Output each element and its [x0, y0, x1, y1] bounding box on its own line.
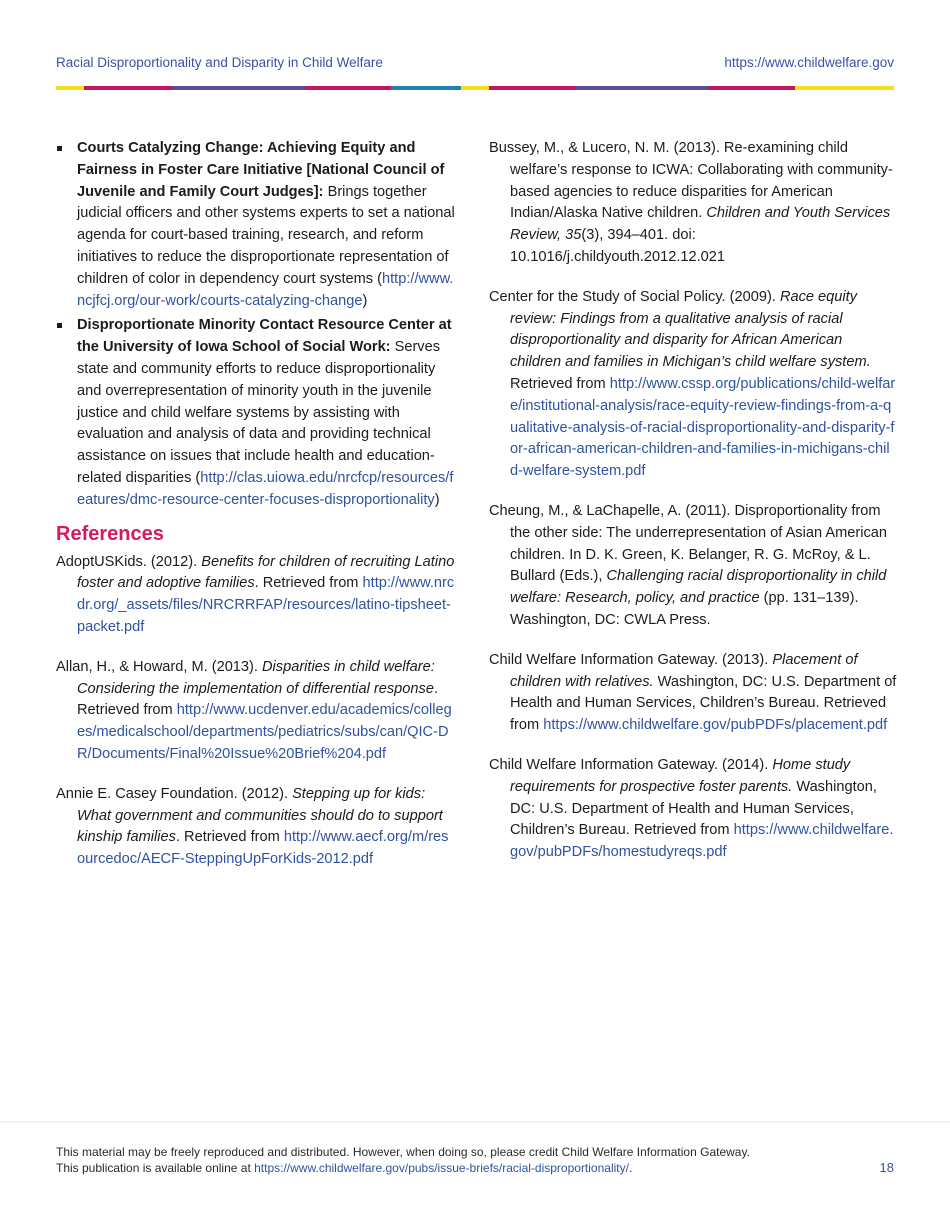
reference-link[interactable]: http://www.ucdenver.edu/academics/colleges/medicalschool/departments/pediatrics/subs/can/QIC-DR/Documents/Final%20Issue%20Brief%204.pdf — [77, 702, 452, 762]
footer-divider — [0, 1121, 950, 1124]
reference-entry: Allan, H., & Howard, M. (2013). Disparities in child welfare: Considering the implementation of differential response. Retrieved from http://www.ucdenver.edu/academics/colleges/medicalschool/departments/pediatrics/subs/can/QIC-DR/Documents/Final%20Issue%20Brief%204.pdf — [56, 658, 452, 762]
stripe-segment — [56, 86, 84, 90]
stripe-segment — [709, 86, 795, 90]
stripe-segment — [84, 86, 171, 90]
reference-entry: Child Welfare Information Gateway. (2013). Placement of children with relatives. Washington, DC: U.S. Department of Health and Human Services, Children’s Bureau. Retrieved from https://www.childwelfare.gov/pubPDFs/placement.pdf — [489, 651, 897, 734]
references-heading: References — [56, 522, 164, 545]
reference-link[interactable]: https://www.childwelfare.gov/pubPDFs/homestudyreqs.pdf — [510, 822, 894, 861]
reference-entry: Annie E. Casey Foundation. (2012). Stepping up for kids: What government and communities should do to support kinship families. Retrieved from http://www.aecf.org/m/resourcedoc/AECF-SteppingUpForKids-2012.pdf — [56, 785, 449, 868]
reference-link[interactable]: http://www.nrcdr.org/_assets/files/NRCRRFAP/resources/latino-tipsheet-packet.pdf — [77, 575, 455, 635]
bullet-square-icon — [57, 323, 62, 328]
header-site-link[interactable]: https://www.childwelfare.gov — [724, 55, 894, 70]
stripe-segment — [305, 86, 391, 90]
resource-list — [56, 138, 456, 512]
page-number: 18 — [879, 1160, 894, 1175]
list-item: Disproportionate Minority Contact Resource Center at the University of Iowa School of Social Work: Serves state and community efforts to reduce disproportionality and overrepresentation of minority youth in the juvenile justice and child welfare systems by assisting with evaluation and analysis of data and providing technical assistance on issues that include health and education-related disparities (http://clas.uiowa.edu/nrcfcp/resources/features/dmc-resource-center-focuses-disproportionality) — [56, 315, 456, 511]
resource-link[interactable]: http://www.ncjfcj.org/our-work/courts-catalyzing-change — [77, 270, 454, 309]
reference-link[interactable]: http://www.aecf.org/m/resourcedoc/AECF-SteppingUpForKids-2012.pdf — [77, 829, 449, 868]
stripe-segment — [575, 86, 709, 90]
resource-link[interactable]: http://clas.uiowa.edu/nrcfcp/resources/features/dmc-resource-center-focuses-disproportionality — [77, 469, 454, 508]
resource-title: Disproportionate Minority Contact Resource Center at the University of Iowa School of Social Work: — [77, 317, 452, 356]
publication-link[interactable]: https://www.childwelfare.gov/pubs/issue-briefs/racial-disproportionality/ — [254, 1161, 629, 1175]
running-header-title: Racial Disproportionality and Disparity in Child Welfare — [56, 55, 383, 70]
reference-entry: Center for the Study of Social Policy. (2009). Race equity review: Findings from a qualitative analysis of racial disproportionality and disparity for African American children and families in Michigan’s child welfare system. Retrieved from http://www.cssp.org/publications/child-welfare/institutional-analysis/race-equity-review-findings-from-a-qualitative-analysis-of-racial-disproportionality-and-disparity-for-african-american-children-and-families-in-michigans-child-welfare-system.pdf — [489, 288, 896, 480]
reference-entry: AdoptUSKids. (2012). Benefits for children of recruiting Latino foster and adoptive families. Retrieved from http://www.nrcdr.org/_assets/files/NRCRRFAP/resources/latino-tipsheet-packet.pdf — [56, 553, 455, 635]
bullet-square-icon — [57, 146, 62, 151]
stripe-segment — [489, 86, 575, 90]
resource-title: Courts Catalyzing Change: Achieving Equity and Fairness in Foster Care Initiative [National Council of Juvenile and Family Court Judges]: — [77, 140, 445, 200]
reference-link[interactable]: http://www.cssp.org/publications/child-welfare/institutional-analysis/race-equity-review-findings-from-a-qualitative-analysis-of-racial-disproportionality-and-disparity-for-african-american-children-and-families-in-michigans-child-welfare-system.pdf — [510, 375, 896, 480]
reference-entry: Child Welfare Information Gateway. (2014). Home study requirements for prospective foster parents. Washington, DC: U.S. Department of Health and Human Services, Children’s Bureau. Retrieved from https://www.childwelfare.gov/pubPDFs/homestudyreqs.pdf — [489, 756, 894, 861]
list-item: Courts Catalyzing Change: Achieving Equity and Fairness in Foster Care Initiative [National Council of Juvenile and Family Court Judges]: Brings together judicial officers and other systems experts to set a national agenda for court-based training, research, and reform initiatives to reduce the disproportionate representation of children of color in dependency court systems (http://www.ncjfcj.org/our-work/courts-catalyzing-change) — [56, 138, 456, 312]
footer-line: This material may be freely reproduced and distributed. However, when doing so, please credit Child Welfare Information Gateway. — [56, 1145, 750, 1159]
left-column — [56, 138, 456, 889]
footer-notice — [56, 1144, 750, 1176]
right-column — [489, 138, 897, 882]
stripe-segment — [391, 86, 461, 90]
color-stripe — [56, 86, 894, 90]
stripe-segment — [795, 86, 894, 90]
reference-entry: Cheung, M., & LaChapelle, A. (2011). Disproportionality from the other side: The underrepresentation of Asian American children. In D. K. Green, K. Belanger, R. G. McRoy, & L. Bullard (Eds.), Challenging racial disproportionality in child welfare: Research, policy, and practice (pp. 131–139). Washington, DC: CWLA Press. — [489, 502, 887, 628]
reference-link[interactable]: https://www.childwelfare.gov/pubPDFs/placement.pdf — [543, 717, 888, 734]
resource-description: Brings together judicial officers and other systems experts to set a national agenda for court-based training, research, and reform initiatives to reduce the disproportionate representation of children of color in dependency court systems ( — [77, 183, 455, 287]
resource-description: Serves state and community efforts to reduce disproportionality and overrepresentation of minority youth in the juvenile justice and child welfare systems by assisting with evaluation and analysis of data and providing technical assistance on issues that include health and education-related disparities ( — [77, 339, 441, 486]
reference-entry: Bussey, M., & Lucero, N. M. (2013). Re-examining child welfare’s response to ICWA: Collaborating with community-based agencies to reduce disparities for American Indian/Alaska Native children. Children and Youth Services Review, 35(3), 394–401. doi: 10.1016/j.childyouth.2012.12.021 — [489, 140, 893, 265]
stripe-segment — [461, 86, 489, 90]
footer-line: This publication is available online at https://www.childwelfare.gov/pubs/issue-briefs/racial-disproportionality/. — [56, 1161, 633, 1175]
stripe-segment — [171, 86, 305, 90]
